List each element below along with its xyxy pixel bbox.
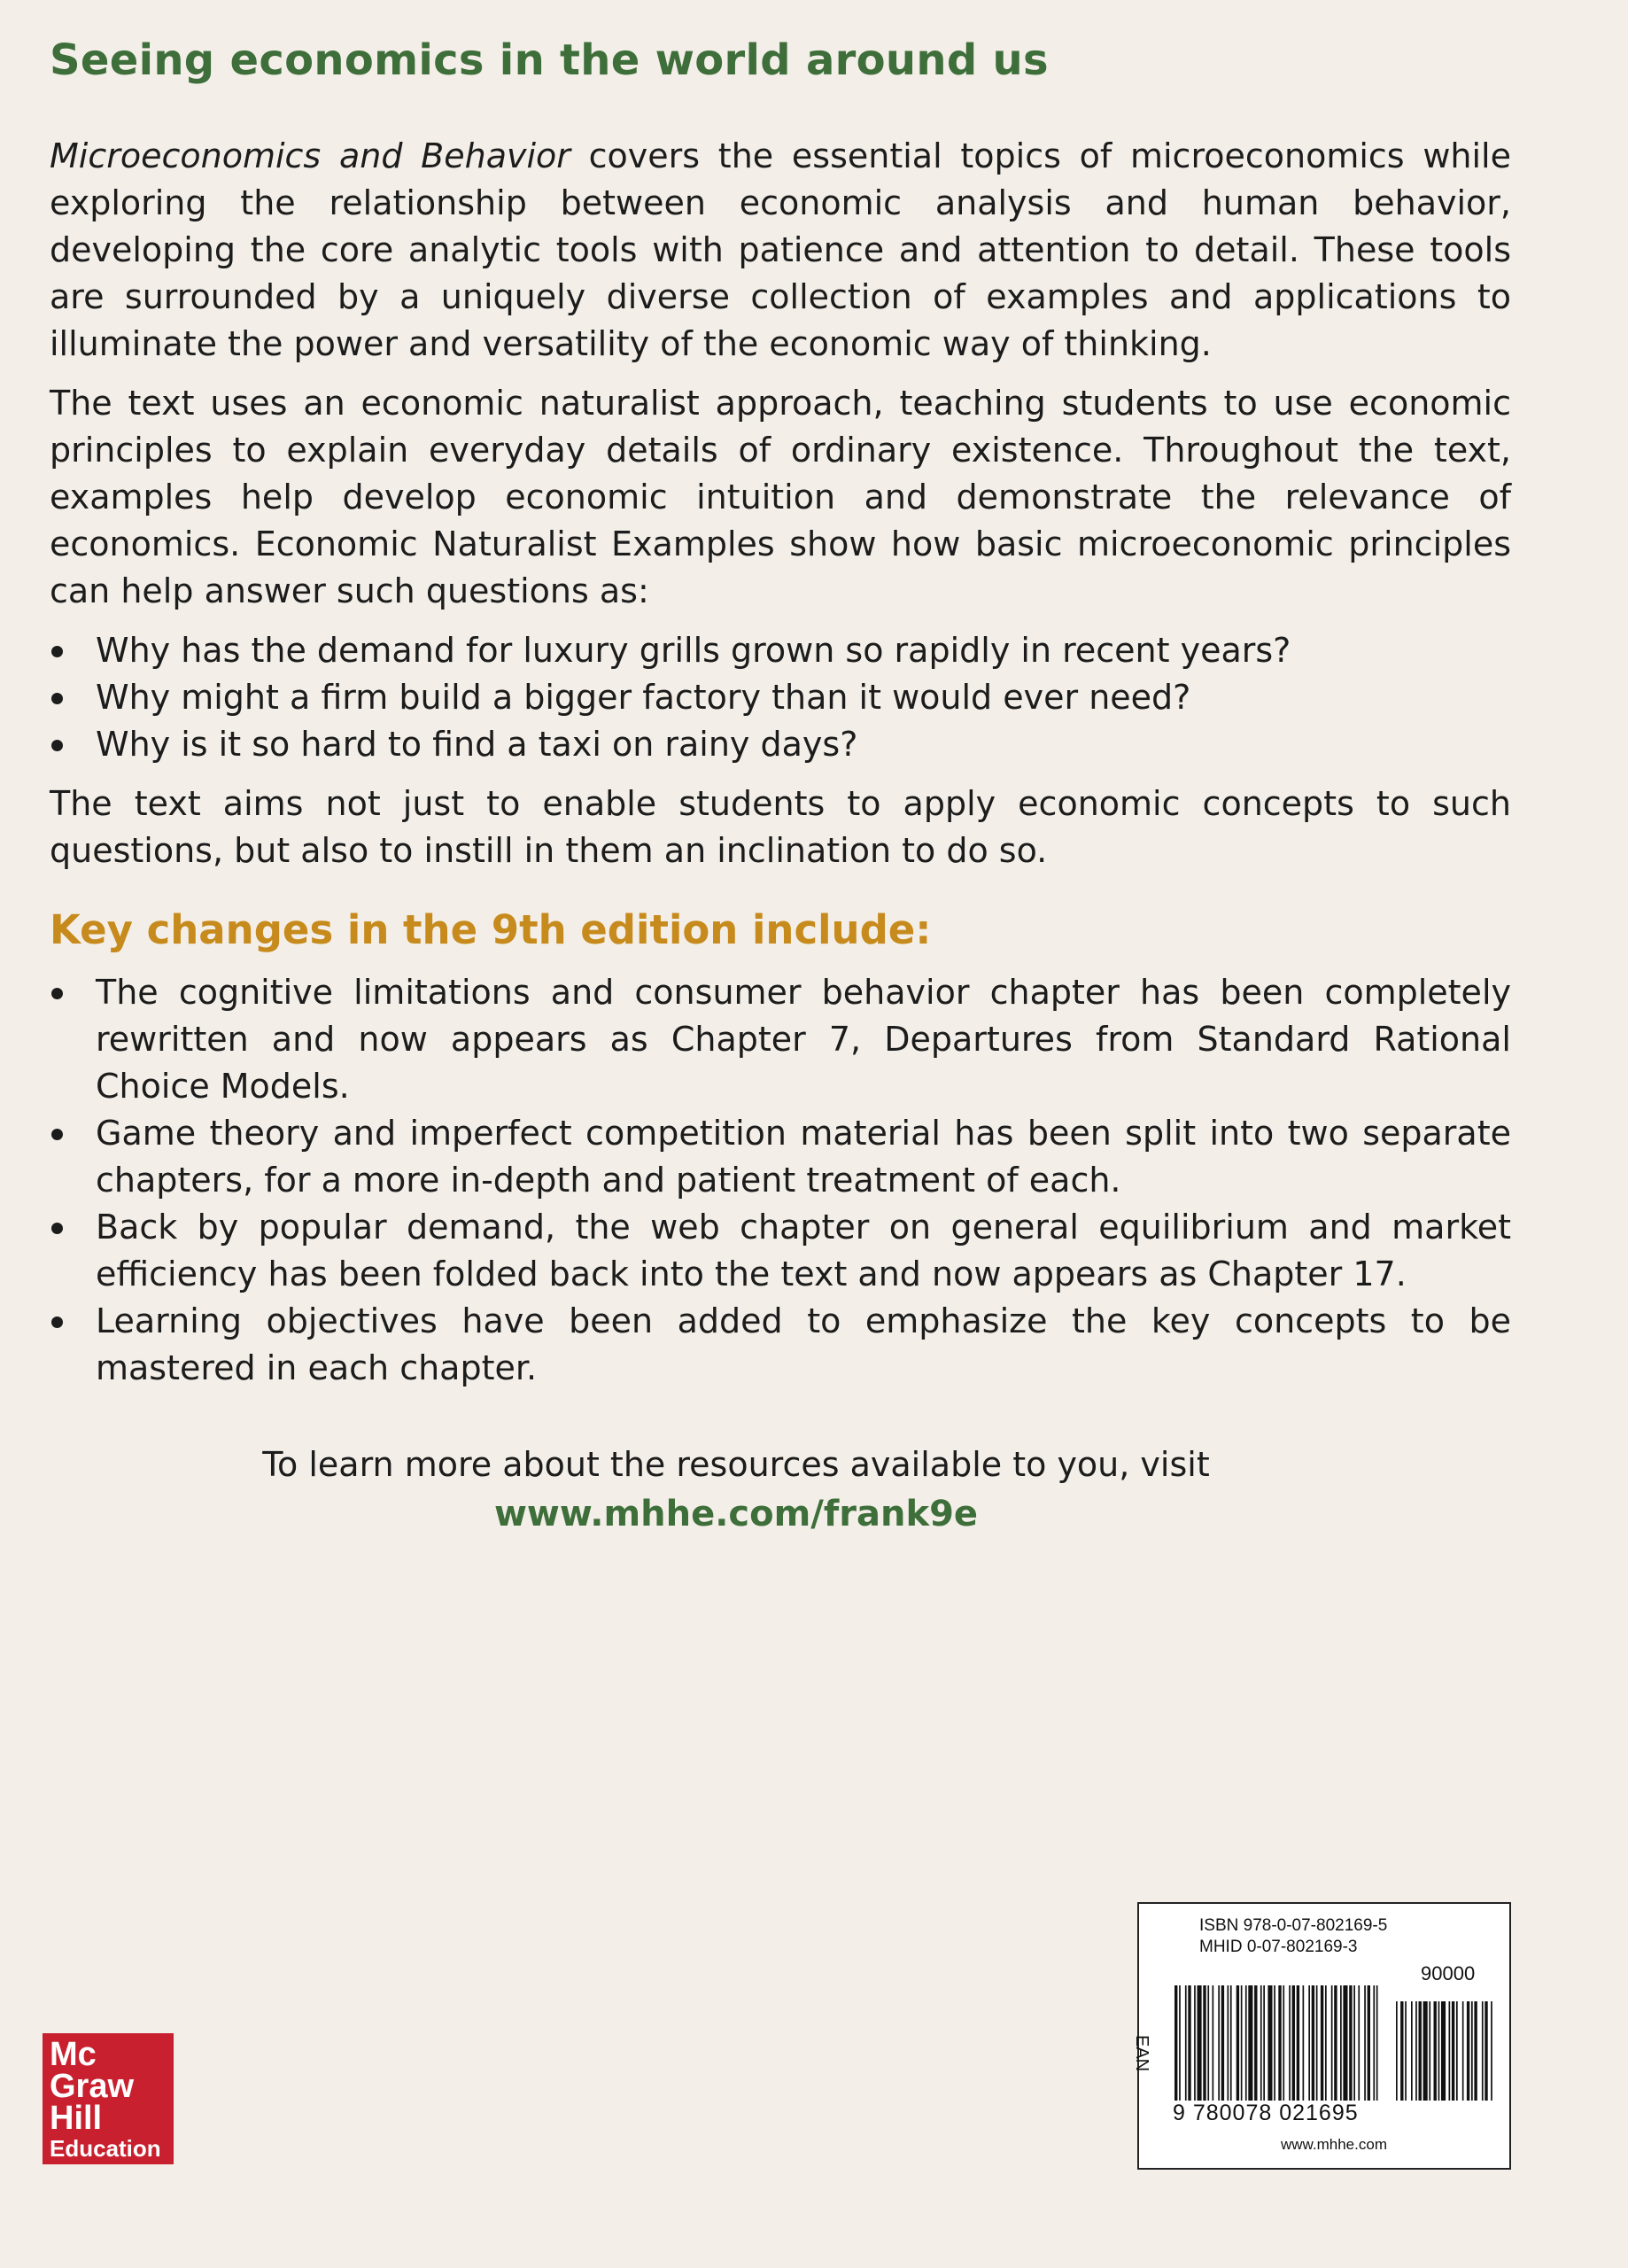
resources-text: To learn more about the resources available to you, visit <box>262 1445 1210 1484</box>
aims-paragraph: The text aims not just to enable students to apply economic concepts to such questions, but also to instill in them an inclination to do so. <box>50 784 1511 870</box>
barcode-bar <box>1462 2001 1464 2101</box>
intro-paragraph <box>50 133 1511 368</box>
barcode-bar <box>1396 2001 1398 2101</box>
barcode-bar <box>1278 1985 1281 2101</box>
barcode-bar <box>1283 1985 1284 2101</box>
barcode-bar <box>1429 2001 1430 2101</box>
barcode-bar <box>1456 2001 1458 2101</box>
barcode-bar <box>1248 1985 1252 2101</box>
barcode-bar <box>1415 2001 1417 2101</box>
publisher-logo <box>43 2033 174 2164</box>
barcode-bar <box>1316 1985 1318 2101</box>
barcode-bar <box>1213 1985 1214 2101</box>
barcode-bar <box>1230 1985 1232 2101</box>
list-item: Learning objectives have been added to emphasize the key concepts to be mastered in each chapter. <box>50 1298 1511 1392</box>
barcode-bar <box>1482 2001 1484 2101</box>
ean-label: EAN <box>1132 2035 1151 2072</box>
barcode-bar <box>1471 2001 1473 2101</box>
barcode-bar <box>1207 1985 1209 2101</box>
barcode-bar <box>1474 2001 1477 2101</box>
intro-text: covers the essential topics of microeconomics while exploring the relationship between economic analysis and human behavior, developing the core analytic tools with patience and attention to detail. These tools are surrounded by a uniquely diverse collection of examples and applications to illuminate the power and versatility of the economic way of thinking. <box>50 136 1511 363</box>
barcode-bar <box>1334 1985 1337 2101</box>
list-item: The cognitive limitations and consumer behavior chapter has been completely rewritten and now appears as Chapter 7, Departures from Standard Rational Choice Models. <box>50 969 1511 1110</box>
logo-line: Hill <box>50 2100 103 2137</box>
barcode-bar <box>1353 1985 1355 2101</box>
list-item: Game theory and imperfect competition material has been split into two separate chapters, for a more in-depth and patient treatment of each. <box>50 1110 1511 1204</box>
barcode-bar <box>1373 1985 1375 2101</box>
barcode-bar <box>1368 1985 1370 2101</box>
barcode-bar <box>1452 2001 1454 2101</box>
barcode-bar <box>1312 1985 1314 2101</box>
barcode-bar <box>1340 1985 1342 2101</box>
barcode-bar <box>1325 1985 1327 2101</box>
barcode-bar <box>1303 1985 1305 2101</box>
barcode-bar <box>1185 1985 1187 2101</box>
barcode-bar <box>1268 1985 1272 2101</box>
list-item: Why has the demand for luxury grills grown so rapidly in recent years? <box>50 627 1511 674</box>
barcode-bar <box>1174 1985 1177 2101</box>
barcode-bar <box>1292 1985 1295 2101</box>
barcode-bar <box>1438 2001 1440 2101</box>
barcode-bar <box>1218 1985 1220 2101</box>
barcode-bar <box>1241 1985 1243 2101</box>
barcode-bar <box>1358 1985 1360 2101</box>
logo-line: Mc <box>50 2036 97 2073</box>
barcode-bar <box>1194 1985 1196 2101</box>
barcode-bar <box>1449 2001 1451 2101</box>
price-addon: 90000 <box>1421 1962 1476 1984</box>
list-item: Why is it so hard to find a taxi on rainy days? <box>50 721 1511 768</box>
barcode-bar <box>1343 1985 1347 2101</box>
key-changes-heading: Key changes in the 9th edition include: <box>50 906 932 953</box>
barcode-bar <box>1364 1985 1366 2101</box>
barcode-bar <box>1434 2001 1437 2101</box>
barcode-bar <box>1491 2001 1492 2101</box>
barcode-bar <box>1321 1985 1323 2101</box>
cover-text <box>50 35 1511 1534</box>
barcode-bar <box>1376 1985 1378 2101</box>
question-list <box>50 627 1511 768</box>
barcode-bar <box>1254 1985 1257 2101</box>
barcode-bars <box>1174 1985 1493 2104</box>
isbn-text: ISBN 978-0-07-802169-5 <box>1199 1916 1388 1935</box>
approach-paragraph: The text uses an economic naturalist approach, teaching students to use economic principles to explain everyday details of ordinary existence. Throughout the text, examples help develop economic intuition and demonstrate the relevance of economics. Economic Naturalist Examples show how basic microeconomic principles can help answer such questions as: <box>50 384 1511 610</box>
barcode-bar <box>1411 2001 1413 2101</box>
barcode-bar <box>1260 1985 1262 2101</box>
barcode-bar <box>1179 1985 1181 2101</box>
logo-line: Education <box>50 2135 161 2162</box>
key-changes-list <box>50 969 1511 1392</box>
main-heading: Seeing economics in the world around us <box>50 35 1049 85</box>
book-title: Microeconomics and Behavior <box>50 136 570 175</box>
barcode-bar <box>1245 1985 1247 2101</box>
barcode-bar <box>1441 2001 1446 2101</box>
barcode-bar <box>1485 2001 1487 2101</box>
mhid-text: MHID 0-07-802169-3 <box>1199 1938 1358 1956</box>
resources-link[interactable]: www.mhhe.com/frank9e <box>493 1494 979 1534</box>
barcode-bar <box>1289 1985 1291 2101</box>
list-item: Why might a firm build a bigger factory than it would ever need? <box>50 674 1511 721</box>
barcode-bar <box>1400 2001 1403 2101</box>
barcode-bar <box>1405 2001 1407 2101</box>
barcode-bar <box>1419 2001 1422 2101</box>
barcode-bar <box>1237 1985 1239 2101</box>
barcode-bar <box>1297 1985 1299 2101</box>
barcode-bar <box>1331 1985 1333 2101</box>
barcode-panel <box>1132 1902 1511 2170</box>
barcode-bar <box>1188 1985 1190 2101</box>
barcode-bar <box>1198 1985 1202 2101</box>
barcode-site: www.mhhe.com <box>1281 2136 1387 2153</box>
barcode-bar <box>1274 1985 1275 2101</box>
barcode-bar <box>1263 1985 1265 2101</box>
barcode-bar <box>1228 1985 1229 2101</box>
barcode-bar <box>1423 2001 1428 2101</box>
barcode-bar <box>1203 1985 1205 2101</box>
barcode-bar <box>1349 1985 1352 2101</box>
barcode-bar <box>1467 2001 1469 2101</box>
logo-line: Graw <box>50 2068 135 2105</box>
barcode-number: 9 780078 021695 <box>1173 2101 1359 2125</box>
barcode-bar <box>1308 1985 1310 2101</box>
barcode-bar <box>1221 1985 1224 2101</box>
list-item: Back by popular demand, the web chapter on general equilibrium and market efficiency has been folded back into the text and now appears as Chapter 17. <box>50 1204 1511 1298</box>
